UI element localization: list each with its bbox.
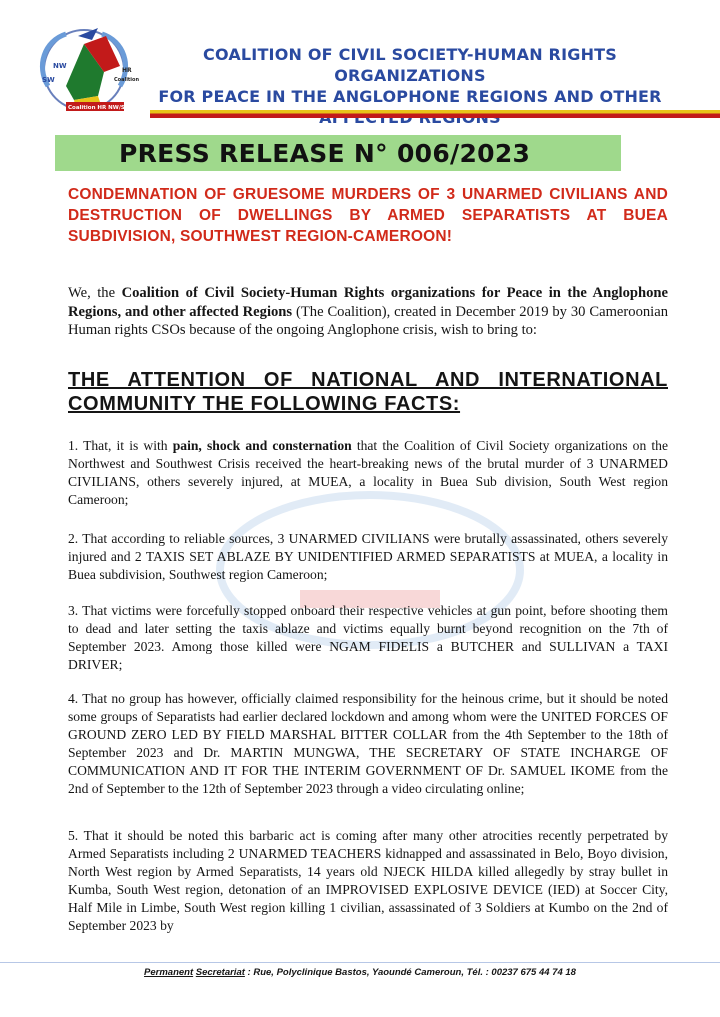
intro-part-2: (The Coalition), created in December 2019 by 30 Cameroonian Human rights CSOs because of the ongoing Anglophone crisis, wish to bring to: <box>68 303 668 338</box>
svg-text:SW: SW <box>42 76 55 84</box>
fact-paragraph-1 <box>68 437 668 509</box>
fact-1-part-a: 1. That, it is with <box>68 438 173 453</box>
fact-paragraph-4: 4. That no group has however, officially claimed responsibility for the heinous crime, but it should be noted some groups of Separatists had earlier declared lockdown and among whom were the UNITED FORCES OF GROUND ZERO LED BY FIELD MARSHAL BITTER COLLAR from the 4th September to the 18th of September 2023 and Dr. MARTIN MUNGWA, THE SECRETARY OF STATE INCHARGE OF COMMUNICATION AND IT FOR THE INTERIM GOVERNMENT OF Dr. SAMUEL IKOME from the 2nd of September to the 12th of September 2023 through a video circulating online; <box>68 691 668 796</box>
headline: CONDEMNATION OF GRUESOME MURDERS OF 3 UNARMED CIVILIANS AND DESTRUCTION OF DWELLINGS BY ARMED SEPARATISTS AT BUEA SUBDIVISION, SOUTHWEST REGION-CAMEROON! <box>68 186 668 245</box>
footer-address: : Rue, Polyclinique Bastos, Yaoundé Cameroun, Tél. : 00237 675 44 74 18 <box>247 967 576 978</box>
fact-1-emphasis: pain, shock and consternation <box>172 438 352 453</box>
intro-part-1: We, the <box>68 285 122 301</box>
footer-label-permanent: Permanent <box>144 967 194 978</box>
svg-text:HR: HR <box>122 67 132 74</box>
svg-text:NW: NW <box>53 62 67 70</box>
intro-coalition-name: Coalition of Civil Society-Human Rights organizations for Peace in the Anglophone Regions, and other affected Regions <box>68 285 668 320</box>
intro-paragraph <box>68 284 668 340</box>
press-release-title <box>55 135 621 171</box>
fact-paragraph-2: 2. That according to reliable sources, 3 UNARMED CIVILIANS were brutally assassinated, others severely injured and 2 TAXIS SET ABLAZE BY UNIDENTIFIED ARMED SEPARATISTS at MUEA, a locality in Buea subdivision, Southwest region Cameroon; <box>68 531 668 582</box>
footer-divider <box>0 962 720 963</box>
fact-paragraph-5: 5. That it should be noted this barbaric act is coming after many other atrocities recently perpetrated by Armed Separatists including 2 UNARMED TEACHERS kidnapped and assassinated in Belo, Boyo division, North West region by Armed Separatists, 14 years old NJECK HILDA killed allegedly by stray bullet in Kumba, South West region, detonation of an IMPROVISED EXPLOSIVE DEVICE (IED) at Soccer City, Half Mile in Limbe, South West region killing 1 civilian, assassinated of 3 Soldiers at Kumbo on the 2nd of September 2023 by <box>68 828 668 933</box>
press-release-number: PRESS RELEASE N° 006/2023 <box>119 138 531 168</box>
coalition-logo <box>26 26 152 116</box>
header-color-band <box>150 110 720 118</box>
footer <box>0 967 720 978</box>
org-line-2: FOR PEACE IN THE ANGLOPHONE REGIONS AND OTHER <box>158 87 662 106</box>
org-line-1: COALITION OF CIVIL SOCIETY-HUMAN RIGHTS ORGANIZATIONS <box>203 45 617 85</box>
footer-label-secretariat: Secretariat <box>195 967 245 978</box>
attention-heading: THE ATTENTION OF NATIONAL AND INTERNATIONAL COMMUNITY THE FOLLOWING FACTS: <box>68 369 668 415</box>
fact-1-part-b: that the Coalition of Civil Society organizations on the Northwest and Southwest Crisis received the heart-breaking news of the brutal murder of 3 UNARMED CIVILIANS, others severely injured, at MUEA, a locality in Buea Sub division, South West region Cameroon; <box>68 438 668 507</box>
svg-text:Coalition HR NW/SW: Coalition HR NW/SW <box>68 105 131 111</box>
fact-paragraph-3: 3. That victims were forcefully stopped onboard their respective vehicles at gun point, before shooting them to dead and later setting the taxis ablaze and victims equally burnt beyond recognition on the 7th of September 2023. Among those killed were NGAM FIDELIS a BUTCHER and SULLIVAN a TAXI DRIVER; <box>68 603 668 672</box>
svg-text:Coalition: Coalition <box>114 77 140 83</box>
